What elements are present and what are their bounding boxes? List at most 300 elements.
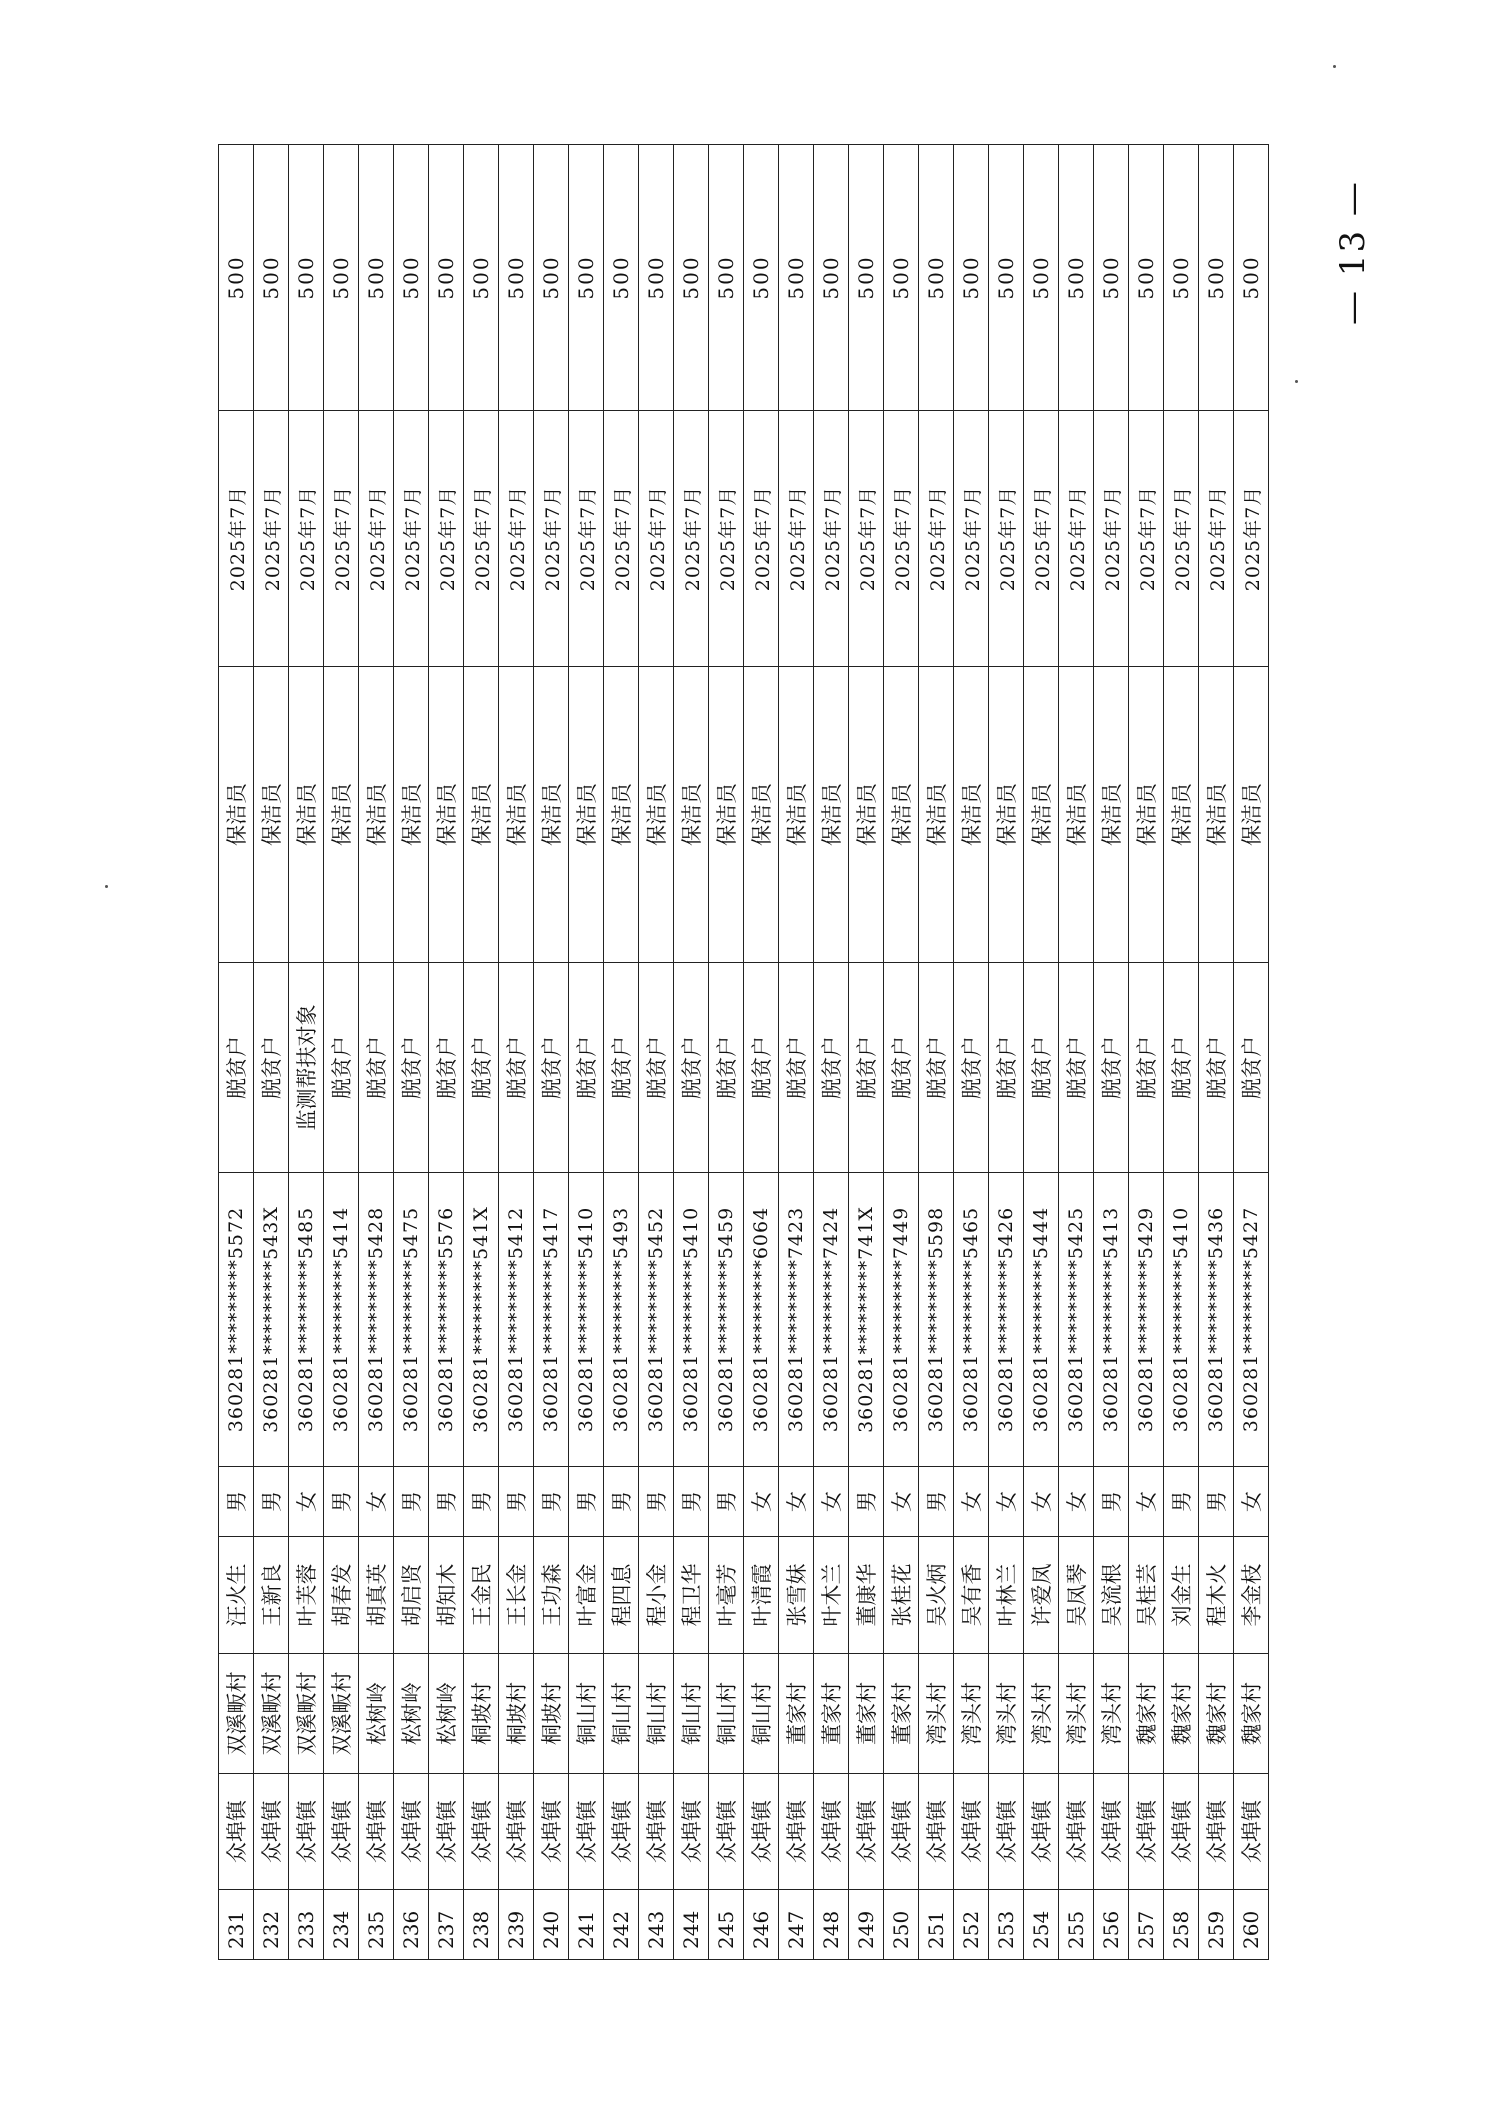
cell-number: 247 (779, 1890, 814, 1960)
cell-household-type: 脱贫户 (919, 963, 954, 1173)
cell-household-type: 脱贫户 (1234, 963, 1269, 1173)
page-number: — 13 — (1333, 180, 1373, 325)
cell-number: 248 (814, 1890, 849, 1960)
cell-gender: 男 (639, 1467, 674, 1537)
cell-month: 2025年7月 (569, 411, 604, 667)
subsidy-table (218, 144, 1269, 1960)
cell-month: 2025年7月 (1059, 411, 1094, 667)
cell-amount: 500 (359, 145, 394, 411)
cell-gender: 男 (1199, 1467, 1234, 1537)
cell-id-number: 360281*********741X (849, 1173, 884, 1467)
table-row (254, 145, 289, 1960)
table-row (674, 145, 709, 1960)
cell-household-type: 脱贫户 (674, 963, 709, 1173)
cell-month: 2025年7月 (779, 411, 814, 667)
cell-month: 2025年7月 (464, 411, 499, 667)
cell-gender: 女 (814, 1467, 849, 1537)
cell-id-number: 360281*********5413 (1094, 1173, 1129, 1467)
cell-number: 256 (1094, 1890, 1129, 1960)
cell-village: 铜山村 (569, 1654, 604, 1774)
cell-town: 众埠镇 (289, 1774, 324, 1890)
cell-amount: 500 (464, 145, 499, 411)
cell-town: 众埠镇 (954, 1774, 989, 1890)
cell-village: 湾头村 (919, 1654, 954, 1774)
cell-household-type: 脱贫户 (779, 963, 814, 1173)
cell-town: 众埠镇 (219, 1774, 254, 1890)
cell-town: 众埠镇 (394, 1774, 429, 1890)
cell-gender: 男 (429, 1467, 464, 1537)
cell-town: 众埠镇 (709, 1774, 744, 1890)
cell-name: 许爱凤 (1024, 1537, 1059, 1654)
cell-position: 保洁员 (429, 667, 464, 963)
table-row (1234, 145, 1269, 1960)
cell-month: 2025年7月 (814, 411, 849, 667)
cell-village: 铜山村 (604, 1654, 639, 1774)
cell-month: 2025年7月 (219, 411, 254, 667)
cell-position: 保洁员 (779, 667, 814, 963)
cell-amount: 500 (779, 145, 814, 411)
cell-village: 董家村 (814, 1654, 849, 1774)
cell-town: 众埠镇 (464, 1774, 499, 1890)
cell-household-type: 脱贫户 (849, 963, 884, 1173)
cell-gender: 男 (464, 1467, 499, 1537)
cell-amount: 500 (849, 145, 884, 411)
cell-number: 240 (534, 1890, 569, 1960)
cell-household-type: 脱贫户 (1094, 963, 1129, 1173)
cell-position: 保洁员 (604, 667, 639, 963)
cell-town: 众埠镇 (534, 1774, 569, 1890)
cell-village: 松树岭 (394, 1654, 429, 1774)
cell-id-number: 360281*********5426 (989, 1173, 1024, 1467)
cell-household-type: 脱贫户 (989, 963, 1024, 1173)
cell-month: 2025年7月 (289, 411, 324, 667)
cell-position: 保洁员 (1129, 667, 1164, 963)
cell-number: 254 (1024, 1890, 1059, 1960)
cell-town: 众埠镇 (499, 1774, 534, 1890)
cell-position: 保洁员 (324, 667, 359, 963)
cell-position: 保洁员 (359, 667, 394, 963)
cell-town: 众埠镇 (569, 1774, 604, 1890)
cell-amount: 500 (429, 145, 464, 411)
cell-gender: 男 (254, 1467, 289, 1537)
cell-household-type: 脱贫户 (709, 963, 744, 1173)
cell-position: 保洁员 (464, 667, 499, 963)
scan-speck (1333, 65, 1336, 68)
cell-number: 235 (359, 1890, 394, 1960)
cell-number: 239 (499, 1890, 534, 1960)
cell-amount: 500 (1059, 145, 1094, 411)
table-row (1094, 145, 1129, 1960)
cell-household-type: 脱贫户 (884, 963, 919, 1173)
cell-month: 2025年7月 (254, 411, 289, 667)
cell-position: 保洁员 (884, 667, 919, 963)
cell-gender: 女 (954, 1467, 989, 1537)
cell-town: 众埠镇 (254, 1774, 289, 1890)
cell-name: 叶芙蓉 (289, 1537, 324, 1654)
cell-position: 保洁员 (919, 667, 954, 963)
cell-town: 众埠镇 (1199, 1774, 1234, 1890)
cell-name: 胡知木 (429, 1537, 464, 1654)
cell-month: 2025年7月 (1199, 411, 1234, 667)
cell-month: 2025年7月 (989, 411, 1024, 667)
cell-town: 众埠镇 (639, 1774, 674, 1890)
cell-village: 魏家村 (1164, 1654, 1199, 1774)
cell-name: 叶富金 (569, 1537, 604, 1654)
cell-village: 湾头村 (954, 1654, 989, 1774)
cell-amount: 500 (884, 145, 919, 411)
cell-name: 李金枝 (1234, 1537, 1269, 1654)
table-row (954, 145, 989, 1960)
cell-month: 2025年7月 (884, 411, 919, 667)
cell-amount: 500 (674, 145, 709, 411)
cell-town: 众埠镇 (1059, 1774, 1094, 1890)
cell-month: 2025年7月 (674, 411, 709, 667)
cell-gender: 男 (1094, 1467, 1129, 1537)
cell-name: 程小金 (639, 1537, 674, 1654)
cell-name: 程卫华 (674, 1537, 709, 1654)
cell-amount: 500 (744, 145, 779, 411)
cell-name: 叶清霞 (744, 1537, 779, 1654)
cell-village: 董家村 (849, 1654, 884, 1774)
cell-name: 程四息 (604, 1537, 639, 1654)
table-row (814, 145, 849, 1960)
cell-number: 259 (1199, 1890, 1234, 1960)
cell-id-number: 360281*********543X (254, 1173, 289, 1467)
cell-name: 叶毫芳 (709, 1537, 744, 1654)
table-row (744, 145, 779, 1960)
cell-month: 2025年7月 (1094, 411, 1129, 667)
table-row (429, 145, 464, 1960)
scan-speck (105, 885, 108, 888)
cell-town: 众埠镇 (884, 1774, 919, 1890)
cell-month: 2025年7月 (359, 411, 394, 667)
cell-name: 王金民 (464, 1537, 499, 1654)
cell-household-type: 脱贫户 (219, 963, 254, 1173)
cell-amount: 500 (919, 145, 954, 411)
table-row (394, 145, 429, 1960)
cell-village: 湾头村 (1094, 1654, 1129, 1774)
cell-amount: 500 (709, 145, 744, 411)
cell-id-number: 360281*********5428 (359, 1173, 394, 1467)
table-row (1199, 145, 1234, 1960)
cell-number: 258 (1164, 1890, 1199, 1960)
cell-name: 刘金生 (1164, 1537, 1199, 1654)
cell-amount: 500 (219, 145, 254, 411)
table-row (919, 145, 954, 1960)
cell-gender: 女 (744, 1467, 779, 1537)
cell-village: 松树岭 (429, 1654, 464, 1774)
cell-number: 255 (1059, 1890, 1094, 1960)
cell-month: 2025年7月 (849, 411, 884, 667)
cell-id-number: 360281*********5493 (604, 1173, 639, 1467)
cell-gender: 女 (289, 1467, 324, 1537)
cell-position: 保洁员 (954, 667, 989, 963)
table-row (709, 145, 744, 1960)
cell-month: 2025年7月 (604, 411, 639, 667)
cell-village: 松树岭 (359, 1654, 394, 1774)
cell-number: 245 (709, 1890, 744, 1960)
cell-town: 众埠镇 (1024, 1774, 1059, 1890)
cell-id-number: 360281*********5410 (1164, 1173, 1199, 1467)
cell-name: 汪火生 (219, 1537, 254, 1654)
cell-town: 众埠镇 (989, 1774, 1024, 1890)
table-row (604, 145, 639, 1960)
cell-town: 众埠镇 (674, 1774, 709, 1890)
cell-name: 叶林兰 (989, 1537, 1024, 1654)
cell-name: 叶木兰 (814, 1537, 849, 1654)
cell-village: 魏家村 (1129, 1654, 1164, 1774)
table-row (534, 145, 569, 1960)
table-row (639, 145, 674, 1960)
cell-month: 2025年7月 (1024, 411, 1059, 667)
cell-position: 保洁员 (534, 667, 569, 963)
table-row (779, 145, 814, 1960)
cell-position: 保洁员 (1094, 667, 1129, 963)
cell-number: 233 (289, 1890, 324, 1960)
cell-household-type: 脱贫户 (1164, 963, 1199, 1173)
cell-village: 桐坡村 (534, 1654, 569, 1774)
cell-id-number: 360281*********5429 (1129, 1173, 1164, 1467)
table-row (359, 145, 394, 1960)
cell-month: 2025年7月 (954, 411, 989, 667)
cell-name: 程木火 (1199, 1537, 1234, 1654)
cell-number: 234 (324, 1890, 359, 1960)
cell-position: 保洁员 (289, 667, 324, 963)
cell-village: 铜山村 (639, 1654, 674, 1774)
cell-id-number: 360281*********5410 (674, 1173, 709, 1467)
cell-gender: 男 (219, 1467, 254, 1537)
cell-household-type: 脱贫户 (394, 963, 429, 1173)
cell-name: 胡春发 (324, 1537, 359, 1654)
cell-position: 保洁员 (674, 667, 709, 963)
table-row (219, 145, 254, 1960)
cell-number: 246 (744, 1890, 779, 1960)
cell-month: 2025年7月 (1129, 411, 1164, 667)
cell-amount: 500 (534, 145, 569, 411)
cell-name: 王新良 (254, 1537, 289, 1654)
table-row (989, 145, 1024, 1960)
cell-number: 232 (254, 1890, 289, 1960)
table-row (1164, 145, 1199, 1960)
cell-village: 桐坡村 (464, 1654, 499, 1774)
cell-village: 铜山村 (744, 1654, 779, 1774)
cell-name: 胡真英 (359, 1537, 394, 1654)
cell-amount: 500 (954, 145, 989, 411)
cell-town: 众埠镇 (779, 1774, 814, 1890)
cell-gender: 男 (394, 1467, 429, 1537)
cell-gender: 女 (989, 1467, 1024, 1537)
cell-number: 260 (1234, 1890, 1269, 1960)
cell-household-type: 脱贫户 (324, 963, 359, 1173)
cell-month: 2025年7月 (919, 411, 954, 667)
cell-number: 236 (394, 1890, 429, 1960)
document-page (218, 145, 1264, 1960)
cell-position: 保洁员 (219, 667, 254, 963)
cell-amount: 500 (1164, 145, 1199, 411)
cell-name: 吴火炳 (919, 1537, 954, 1654)
cell-town: 众埠镇 (429, 1774, 464, 1890)
cell-id-number: 360281*********5598 (919, 1173, 954, 1467)
cell-household-type: 脱贫户 (569, 963, 604, 1173)
cell-month: 2025年7月 (639, 411, 674, 667)
cell-id-number: 360281*********5414 (324, 1173, 359, 1467)
cell-amount: 500 (324, 145, 359, 411)
cell-amount: 500 (1234, 145, 1269, 411)
cell-number: 257 (1129, 1890, 1164, 1960)
cell-gender: 男 (604, 1467, 639, 1537)
cell-position: 保洁员 (1164, 667, 1199, 963)
cell-village: 双溪畈村 (324, 1654, 359, 1774)
cell-household-type: 脱贫户 (954, 963, 989, 1173)
cell-number: 237 (429, 1890, 464, 1960)
cell-id-number: 360281*********6064 (744, 1173, 779, 1467)
cell-amount: 500 (989, 145, 1024, 411)
table-row (884, 145, 919, 1960)
scan-speck (1295, 380, 1298, 383)
cell-town: 众埠镇 (1094, 1774, 1129, 1890)
cell-id-number: 360281*********5475 (394, 1173, 429, 1467)
cell-id-number: 360281*********5412 (499, 1173, 534, 1467)
cell-name: 吴凤琴 (1059, 1537, 1094, 1654)
cell-amount: 500 (1094, 145, 1129, 411)
cell-village: 桐坡村 (499, 1654, 534, 1774)
cell-village: 双溪畈村 (289, 1654, 324, 1774)
cell-id-number: 360281*********5417 (534, 1173, 569, 1467)
cell-village: 董家村 (779, 1654, 814, 1774)
cell-household-type: 脱贫户 (1199, 963, 1234, 1173)
cell-gender: 女 (884, 1467, 919, 1537)
cell-gender: 男 (534, 1467, 569, 1537)
cell-position: 保洁员 (394, 667, 429, 963)
cell-gender: 女 (359, 1467, 394, 1537)
cell-village: 铜山村 (709, 1654, 744, 1774)
table-row (289, 145, 324, 1960)
cell-month: 2025年7月 (429, 411, 464, 667)
cell-household-type: 监测帮扶对象 (289, 963, 324, 1173)
cell-amount: 500 (569, 145, 604, 411)
cell-town: 众埠镇 (604, 1774, 639, 1890)
cell-month: 2025年7月 (394, 411, 429, 667)
cell-number: 242 (604, 1890, 639, 1960)
cell-village: 铜山村 (674, 1654, 709, 1774)
cell-name: 吴有香 (954, 1537, 989, 1654)
cell-id-number: 360281*********5465 (954, 1173, 989, 1467)
cell-number: 252 (954, 1890, 989, 1960)
cell-id-number: 360281*********5436 (1199, 1173, 1234, 1467)
table-row (1024, 145, 1059, 1960)
cell-gender: 男 (674, 1467, 709, 1537)
cell-id-number: 360281*********5485 (289, 1173, 324, 1467)
cell-gender: 男 (499, 1467, 534, 1537)
cell-position: 保洁员 (1024, 667, 1059, 963)
cell-gender: 女 (1129, 1467, 1164, 1537)
table-row (324, 145, 359, 1960)
cell-amount: 500 (254, 145, 289, 411)
cell-id-number: 360281*********5572 (219, 1173, 254, 1467)
cell-town: 众埠镇 (1129, 1774, 1164, 1890)
cell-id-number: 360281*********7424 (814, 1173, 849, 1467)
cell-id-number: 360281*********5425 (1059, 1173, 1094, 1467)
cell-town: 众埠镇 (849, 1774, 884, 1890)
cell-id-number: 360281*********7449 (884, 1173, 919, 1467)
cell-amount: 500 (1024, 145, 1059, 411)
rotated-table-wrapper (218, 145, 1264, 1960)
cell-amount: 500 (1129, 145, 1164, 411)
cell-household-type: 脱贫户 (499, 963, 534, 1173)
cell-id-number: 360281*********5459 (709, 1173, 744, 1467)
cell-id-number: 360281*********5576 (429, 1173, 464, 1467)
cell-number: 250 (884, 1890, 919, 1960)
cell-household-type: 脱贫户 (744, 963, 779, 1173)
cell-month: 2025年7月 (534, 411, 569, 667)
cell-position: 保洁员 (1234, 667, 1269, 963)
cell-number: 251 (919, 1890, 954, 1960)
cell-id-number: 360281*********5444 (1024, 1173, 1059, 1467)
cell-id-number: 360281*********7423 (779, 1173, 814, 1467)
table-body (219, 145, 1269, 1960)
cell-position: 保洁员 (1059, 667, 1094, 963)
cell-amount: 500 (639, 145, 674, 411)
cell-household-type: 脱贫户 (464, 963, 499, 1173)
cell-position: 保洁员 (254, 667, 289, 963)
cell-town: 众埠镇 (744, 1774, 779, 1890)
cell-household-type: 脱贫户 (429, 963, 464, 1173)
cell-position: 保洁员 (849, 667, 884, 963)
cell-id-number: 360281*********5410 (569, 1173, 604, 1467)
cell-household-type: 脱贫户 (254, 963, 289, 1173)
page-number-box (1333, 180, 1393, 325)
cell-month: 2025年7月 (744, 411, 779, 667)
cell-name: 张桂花 (884, 1537, 919, 1654)
cell-household-type: 脱贫户 (639, 963, 674, 1173)
cell-amount: 500 (289, 145, 324, 411)
table-row (464, 145, 499, 1960)
table-row (1129, 145, 1164, 1960)
cell-name: 吴桂芸 (1129, 1537, 1164, 1654)
cell-month: 2025年7月 (709, 411, 744, 667)
cell-position: 保洁员 (499, 667, 534, 963)
cell-gender: 男 (1164, 1467, 1199, 1537)
cell-month: 2025年7月 (499, 411, 534, 667)
cell-month: 2025年7月 (1164, 411, 1199, 667)
cell-village: 魏家村 (1199, 1654, 1234, 1774)
cell-village: 双溪畈村 (254, 1654, 289, 1774)
cell-gender: 男 (849, 1467, 884, 1537)
cell-number: 238 (464, 1890, 499, 1960)
cell-household-type: 脱贫户 (1129, 963, 1164, 1173)
table-row (1059, 145, 1094, 1960)
cell-position: 保洁员 (639, 667, 674, 963)
cell-number: 241 (569, 1890, 604, 1960)
cell-amount: 500 (1199, 145, 1234, 411)
cell-household-type: 脱贫户 (1059, 963, 1094, 1173)
cell-village: 湾头村 (989, 1654, 1024, 1774)
cell-town: 众埠镇 (814, 1774, 849, 1890)
cell-village: 湾头村 (1059, 1654, 1094, 1774)
cell-amount: 500 (499, 145, 534, 411)
cell-position: 保洁员 (744, 667, 779, 963)
cell-household-type: 脱贫户 (604, 963, 639, 1173)
cell-town: 众埠镇 (1164, 1774, 1199, 1890)
cell-town: 众埠镇 (919, 1774, 954, 1890)
cell-name: 董康华 (849, 1537, 884, 1654)
cell-id-number: 360281*********5452 (639, 1173, 674, 1467)
cell-position: 保洁员 (814, 667, 849, 963)
cell-number: 231 (219, 1890, 254, 1960)
cell-town: 众埠镇 (1234, 1774, 1269, 1890)
cell-number: 243 (639, 1890, 674, 1960)
cell-gender: 女 (1234, 1467, 1269, 1537)
